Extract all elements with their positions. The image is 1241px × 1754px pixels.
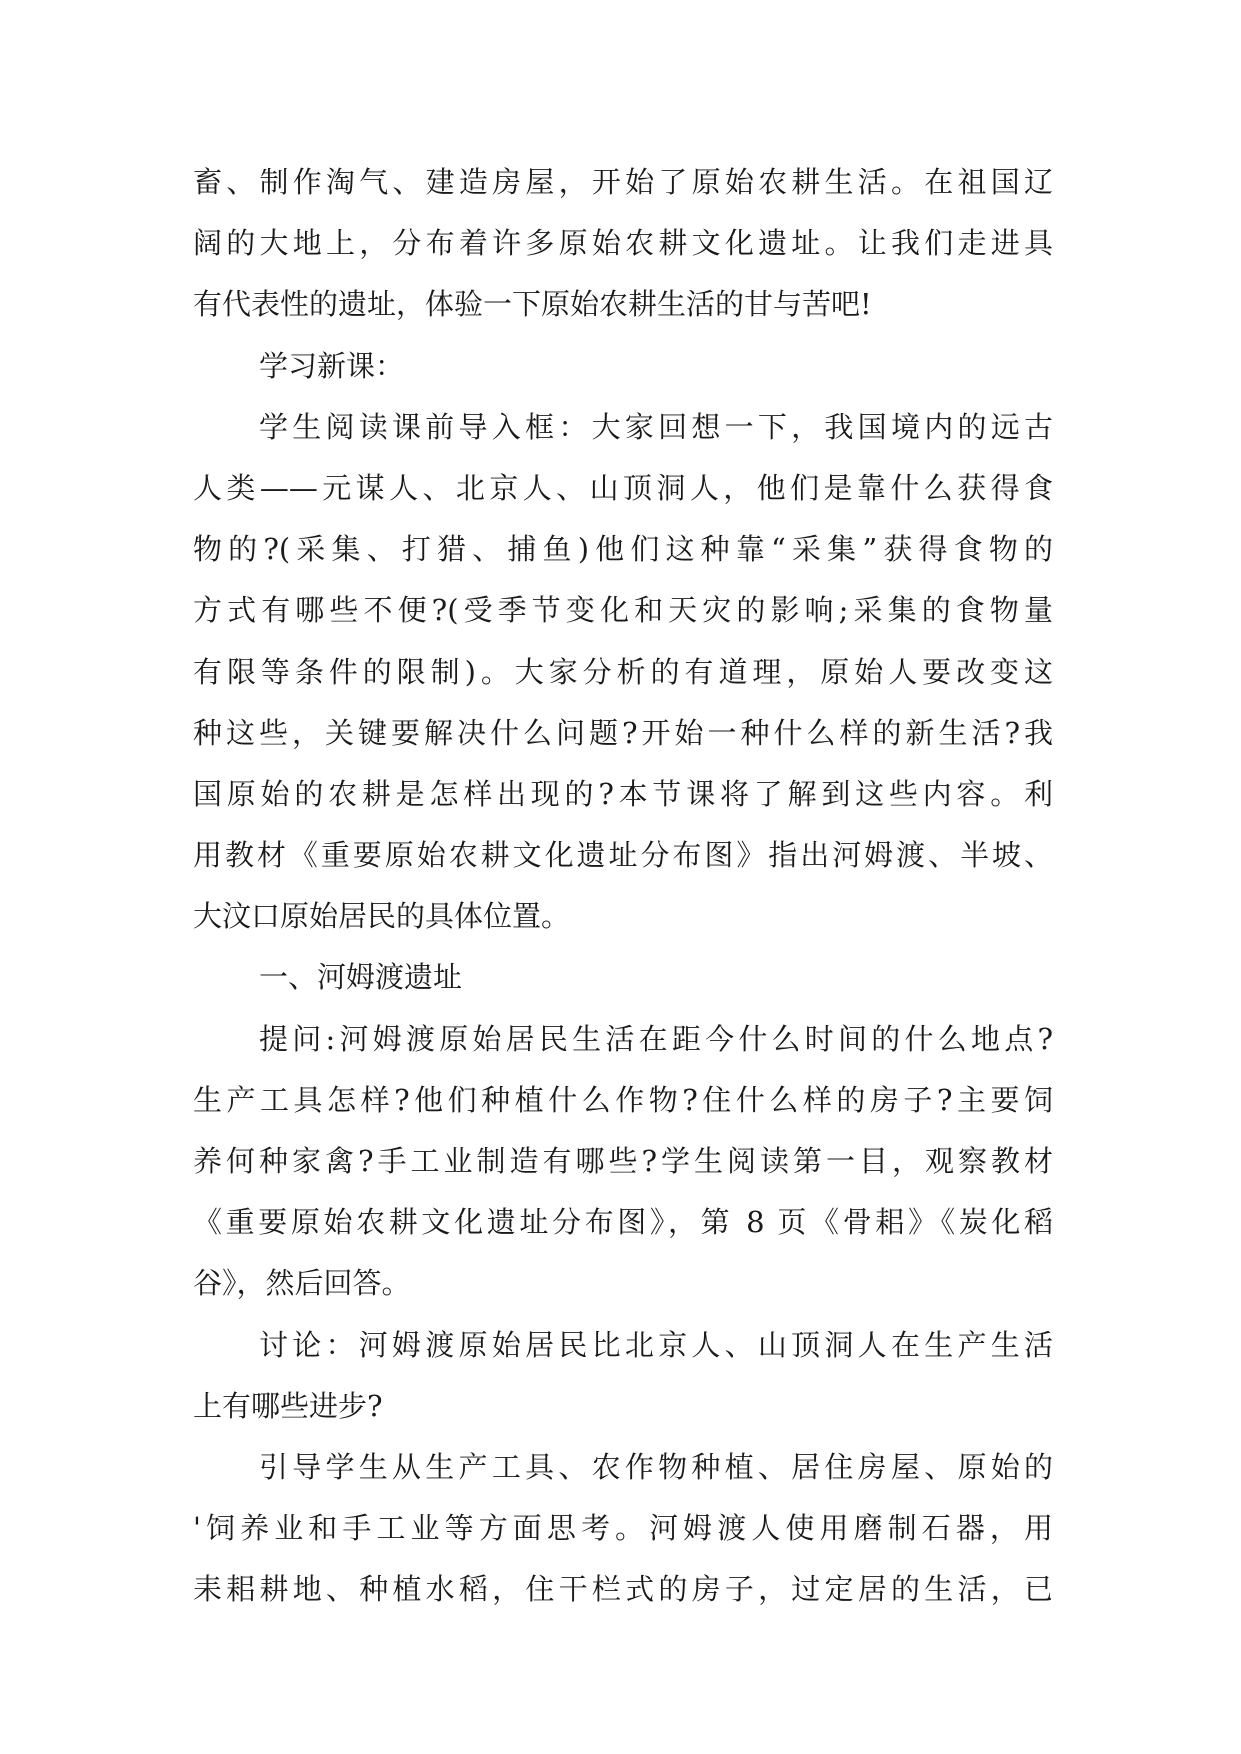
text-line: 大汶口原始居民的具体位置。 bbox=[193, 899, 571, 934]
text-line: 阔的大地上，分布着许多原始农耕文化遗址。让我们走进具 bbox=[193, 226, 1053, 261]
text-line: 《重要原始农耕文化遗址分布图》，第 8 页《骨耜》《炭化稻 bbox=[193, 1205, 1053, 1240]
text-line: 种这些，关键要解决什么问题?开始一种什么样的新生活?我 bbox=[193, 715, 1053, 750]
document-body bbox=[193, 152, 1053, 1621]
text-line: 上有哪些进步? bbox=[193, 1388, 383, 1423]
section-heading: 学习新课： bbox=[259, 348, 405, 383]
text-line: 用教材《重要原始农耕文化遗址分布图》指出河姆渡、半坡、 bbox=[193, 838, 1053, 873]
section-heading: 一、河姆渡遗址 bbox=[259, 960, 463, 995]
paragraph-first-line: 提问:河姆渡原始居民生活在距今什么时间的什么地点? bbox=[259, 1021, 1053, 1056]
paragraph-first-line: 引导学生从生产工具、农作物种植、居住房屋、原始的 bbox=[259, 1449, 1053, 1484]
text-line: 国原始的农耕是怎样出现的?本节课将了解到这些内容。利 bbox=[193, 776, 1053, 811]
text-line: 谷》，然后回答。 bbox=[193, 1266, 411, 1301]
text-line: 有代表性的遗址，体验一下原始农耕生活的甘与苦吧! bbox=[193, 287, 872, 322]
text-line: 方式有哪些不便?(受季节变化和天灾的影响;采集的食物量 bbox=[193, 593, 1053, 628]
text-line: 养何种家禽?手工业制造有哪些?学生阅读第一目，观察教材 bbox=[193, 1144, 1053, 1178]
text-line: 人类——元谋人、北京人、山顶洞人，他们是靠什么获得食 bbox=[193, 470, 1053, 505]
text-line: '饲养业和手工业等方面思考。河姆渡人使用磨制石器，用 bbox=[193, 1511, 1053, 1546]
text-line: 物的?(采集、打猎、捕鱼)他们这种靠“采集”获得食物的 bbox=[193, 532, 1053, 567]
text-line: 畜、制作淘气、建造房屋，开始了原始农耕生活。在祖国辽 bbox=[193, 165, 1053, 199]
paragraph-first-line: 学生阅读课前导入框：大家回想一下，我国境内的远古 bbox=[259, 409, 1053, 444]
text-line: 生产工具怎样?他们种植什么作物?住什么样的房子?主要饲 bbox=[193, 1082, 1053, 1117]
text-line: 有限等条件的限制)。大家分析的有道理，原始人要改变这 bbox=[193, 654, 1053, 689]
paragraph-first-line: 讨论：河姆渡原始居民比北京人、山顶洞人在生产生活 bbox=[259, 1327, 1053, 1362]
text-line: 耒耜耕地、种植水稻，住干栏式的房子，过定居的生活，已 bbox=[193, 1572, 1053, 1607]
